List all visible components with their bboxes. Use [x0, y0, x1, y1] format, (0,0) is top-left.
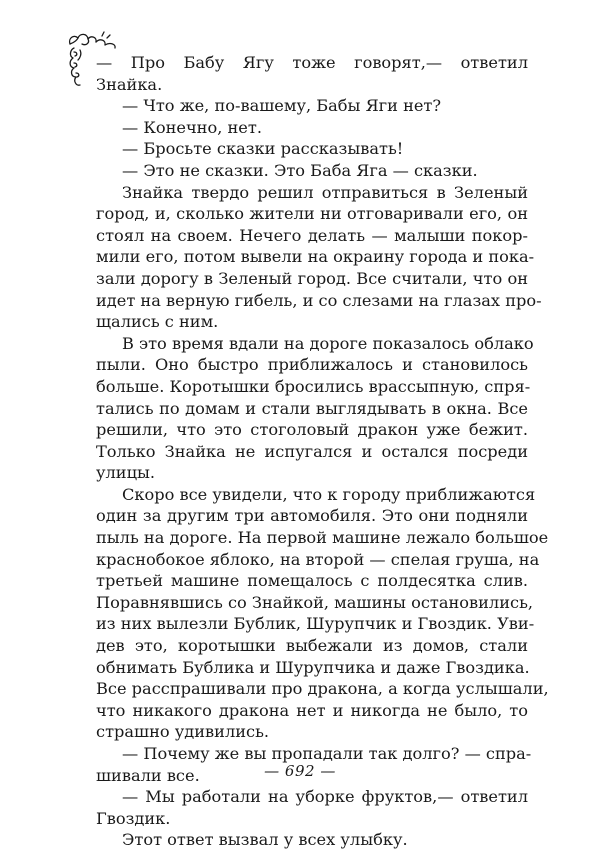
text-line: шивали все.	[96, 765, 200, 785]
text-line: решили, что это стоголовый дракон уже бежит.	[96, 420, 528, 440]
text-line: больше. Коротышки бросились врассыпную, спря-	[96, 376, 531, 396]
text-line: из них вылезли Бублик, Шурупчик и Гвоздик. Уви-	[96, 614, 535, 634]
text-line: пыль на дороге. На первой машине лежало большое	[96, 528, 549, 548]
text-line: улицы.	[96, 463, 156, 483]
text-line: тались по домам и стали выглядывать в окна. Все	[96, 398, 528, 418]
text-line: мили его, потом вывели на окраину города и пока-	[96, 247, 535, 267]
text-line: стоял на своем. Нечего делать — малыши покор-	[96, 225, 528, 245]
page-text	[96, 52, 549, 851]
text-line: Скоро все увидели, что к городу приближаются	[122, 484, 536, 504]
text-line: идет на верную гибель, и со слезами на глазах про-	[96, 290, 542, 310]
text-line: страшно удивились.	[96, 722, 270, 742]
text-line: обнимать Бублика и Шурупчика и даже Гвоздика.	[96, 657, 530, 677]
text-line: Знайка твердо решил отправиться в Зеленый	[122, 182, 528, 202]
text-line: Этот ответ вызвал у всех улыбку.	[122, 830, 408, 850]
text-line: один за другим три автомобиля. Это они подняли	[96, 506, 528, 526]
text-line: Знайка.	[96, 74, 163, 94]
text-line: — Про Бабу Ягу тоже говорят,— ответил	[96, 53, 528, 72]
text-line: — Мы работали на уборке фруктов,— ответил	[122, 787, 528, 807]
text-line: — Почему же вы пропадали так долго? — спра-	[122, 744, 532, 763]
text-line: Все расспрашивали про дракона, а когда услышали,	[96, 679, 549, 699]
text-line: щались с ним.	[96, 312, 219, 332]
text-line: краснобокое яблоко, на второй — спелая груша, на	[96, 549, 540, 569]
text-line: — Конечно, нет.	[122, 117, 262, 137]
text-line: третьей машине помещалось с полдесятка слив.	[96, 571, 528, 591]
text-line: В это время вдали на дороге показалось облако	[122, 333, 534, 353]
text-line: город, и, сколько жители ни отговаривали его, он	[96, 204, 528, 224]
text-line: Гвоздик.	[96, 808, 171, 828]
text-line: что никакого дракона нет и никогда не было, то	[96, 700, 528, 720]
page-number: — 692 —	[264, 762, 336, 780]
text-line: зали дорогу в Зеленый город. Все считали, что он	[96, 268, 528, 288]
text-line: пыли. Оно быстро приближалось и становилось	[96, 355, 528, 375]
text-line: дев это, коротышки выбежали из домов, стали	[96, 636, 528, 656]
text-line: Поравнявшись со Знайкой, машины остановились,	[96, 592, 534, 612]
text-line: Только Знайка не испугался и остался посреди	[96, 441, 528, 461]
text-line: — Бросьте сказки рассказывать!	[122, 139, 404, 159]
text-line: — Это не сказки. Это Баба Яга — сказки.	[122, 160, 478, 180]
text-line: — Что же, по-вашему, Бабы Яги нет?	[122, 96, 442, 116]
